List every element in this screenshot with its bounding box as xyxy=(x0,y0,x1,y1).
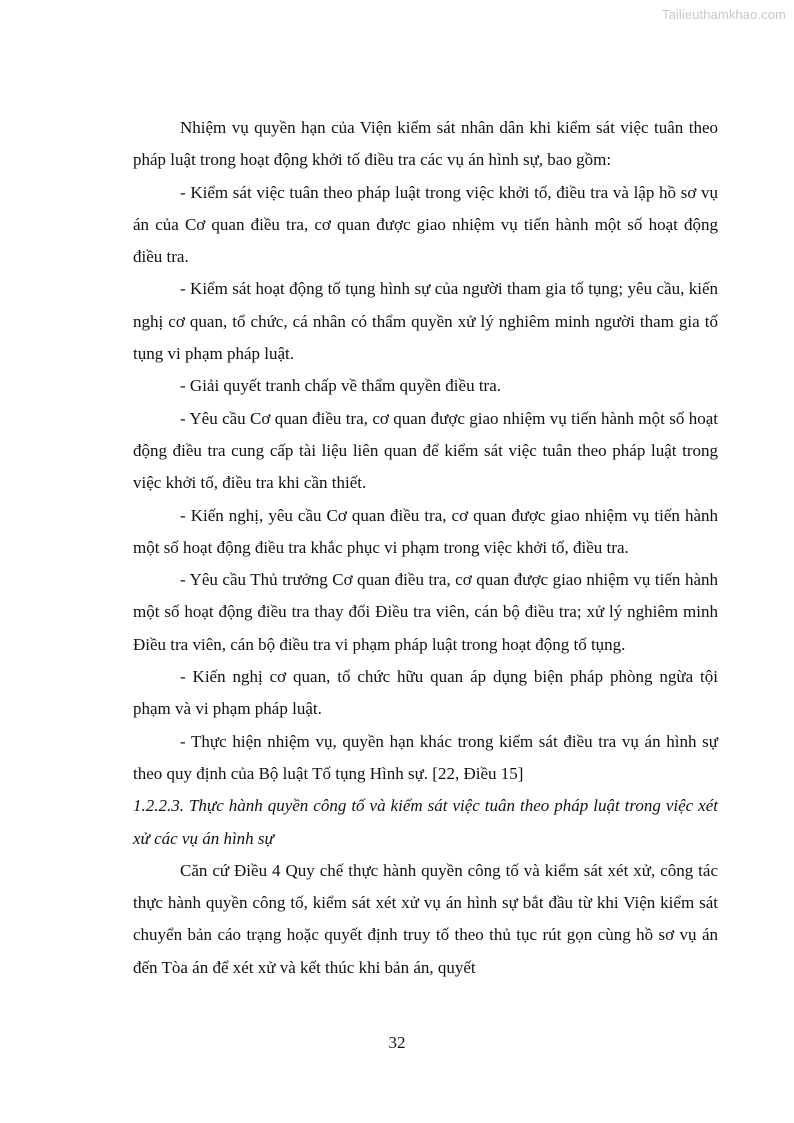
watermark-text: Tailieuthamkhao.com xyxy=(661,7,786,22)
section-heading: 1.2.2.3. Thực hành quyền công tố và kiểm sát việc tuân theo pháp luật trong việc xét xử các vụ án hình sự xyxy=(133,796,718,848)
list-item: - Kiểm sát việc tuân theo pháp luật trong việc khởi tố, điều tra và lập hồ sơ vụ án của Cơ quan điều tra, cơ quan được giao nhiệm vụ tiến hành một số hoạt động điều tra. xyxy=(133,182,718,267)
paragraph-closing: Căn cứ Điều 4 Quy chế thực hành quyền công tố và kiểm sát xét xử, công tác thực hành quyền công tố, kiểm sát xét xử vụ án hình sự bắt đầu từ khi Viện kiểm sát chuyển bản cáo trạng hoặc quyết định truy tố theo thủ tục rút gọn cùng hồ sơ vụ án đến Tòa án để xét xử và kết thúc khi bản án, quyết xyxy=(133,860,718,977)
list-item: - Giải quyết tranh chấp về thẩm quyền điều tra. xyxy=(180,376,501,396)
list-item: - Yêu cầu Thủ trưởng Cơ quan điều tra, cơ quan được giao nhiệm vụ tiến hành một số hoạt động điều tra thay đổi Điều tra viên, cán bộ điều tra; xử lý nghiêm minh Điều tra viên, cán bộ điều tra vi phạm pháp luật trong hoạt động tố tụng. xyxy=(133,570,718,654)
list-item: - Yêu cầu Cơ quan điều tra, cơ quan được giao nhiệm vụ tiến hành một số hoạt động điều tra cung cấp tài liệu liên quan để kiểm sát việc tuân theo pháp luật trong việc khởi tố, điều tra khi cần thiết. xyxy=(133,408,718,493)
list-item: - Kiến nghị cơ quan, tổ chức hữu quan áp dụng biện pháp phòng ngừa tội phạm và vi phạm pháp luật. xyxy=(133,667,718,719)
paragraph-intro: Nhiệm vụ quyền hạn của Viện kiểm sát nhân dân khi kiểm sát việc tuân theo pháp luật trong hoạt động khởi tố điều tra các vụ án hình sự, bao gồm: xyxy=(133,118,718,170)
page-body xyxy=(133,112,718,984)
list-item: - Kiểm sát hoạt động tố tụng hình sự của người tham gia tố tụng; yêu cầu, kiến nghị cơ quan, tổ chức, cá nhân có thẩm quyền xử lý nghiêm minh người tham gia tố tụng vi phạm pháp luật. xyxy=(133,279,718,364)
page-number: 32 xyxy=(388,1033,406,1052)
list-item: - Thực hiện nhiệm vụ, quyền hạn khác trong kiểm sát điều tra vụ án hình sự theo quy định của Bộ luật Tố tụng Hình sự. [22, Điều 15] xyxy=(133,731,718,783)
list-item: - Kiến nghị, yêu cầu Cơ quan điều tra, cơ quan được giao nhiệm vụ tiến hành một số hoạt động điều tra khắc phục vi phạm trong việc khởi tố, điều tra. xyxy=(133,505,718,557)
